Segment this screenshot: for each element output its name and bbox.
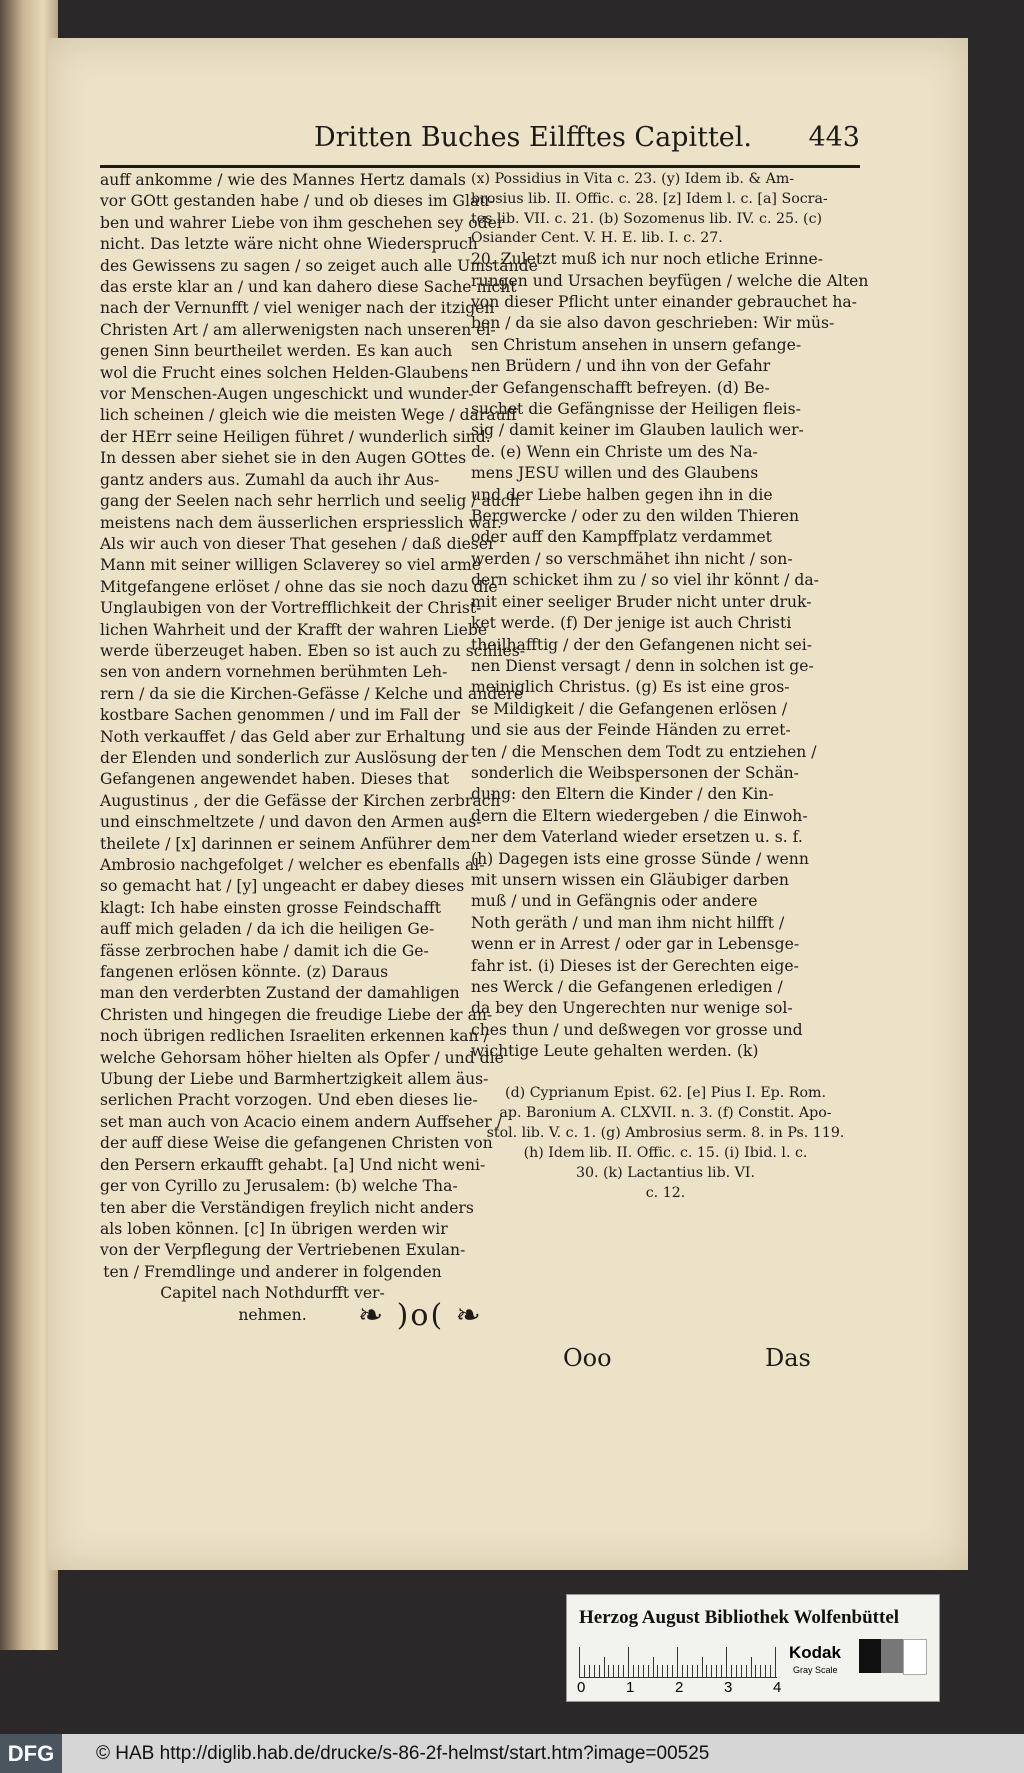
ruler-tick (721, 1665, 722, 1677)
text-line: ner dem Vaterland wieder ersetzen u. s. f. (471, 828, 803, 847)
text-line: Bergwercke / oder zu den wilden Thieren (471, 507, 800, 526)
text-line: set man auch von Acacio einem andern Auffseher / (100, 1112, 502, 1131)
text-line: stol. lib. V. c. 1. (g) Ambrosius serm. 8. in Ps. 119. (486, 1124, 845, 1141)
gray-swatch-white (903, 1639, 927, 1675)
running-title: Dritten Buches Eilfftes Capittel. (314, 122, 752, 153)
text-line: meistens nach dem äusserlichen erspriesslich war. (100, 513, 502, 532)
text-line: ten aber die Verständigen freylich nicht anders (100, 1198, 474, 1217)
page-header (100, 122, 860, 162)
ruler-tick (682, 1665, 683, 1677)
ruler-tick (692, 1665, 693, 1677)
ruler-tick (643, 1665, 644, 1677)
text-line: vor GOtt gestanden habe / und ob dieses im Glau- (100, 192, 495, 211)
text-line: brosius lib. II. Offic. c. 28. [z] Idem l. c. [a] Socra- (471, 190, 828, 207)
text-line: theilete / [x] darinnen er seinem Anführer dem (100, 834, 471, 853)
text-line: ap. Baronium A. CLXVII. n. 3. (f) Constit. Apo- (499, 1104, 832, 1121)
ruler-tick (702, 1657, 703, 1677)
text-line: dern schicket ihm zu / so viel ihr könnt / da- (471, 571, 819, 590)
text-line: ten / Fremdlinge und anderer in folgenden (103, 1262, 442, 1281)
ruler-tick (741, 1665, 742, 1677)
text-line: (x) Possidius in Vita c. 23. (y) Idem ib. & Am- (471, 171, 795, 187)
ruler-tick (584, 1665, 585, 1677)
text-line: ben / da sie also davon geschrieben: Wir müs- (471, 314, 835, 333)
text-line: rungen und Ursachen beyfügen / welche die Alten (471, 271, 869, 290)
text-line: nach der Vernunfft / viel weniger nach der itzigen (100, 299, 495, 318)
text-line: und einschmeltzete / und davon den Armen aus- (100, 813, 482, 832)
signature-mark: Ooo (563, 1344, 612, 1372)
text-line: nehmen. (238, 1305, 307, 1324)
text-line: suchet die Gefängnisse der Heiligen fleis- (471, 400, 801, 419)
text-line: kostbare Sachen genommen / und im Fall der (100, 706, 461, 725)
text-line: oder auff den Kampffplatz verdammet (471, 528, 772, 547)
text-line: lichen Wahrheit und der Krafft der wahren Liebe (100, 620, 488, 639)
text-line: nen Dienst versagt / denn in solchen ist ge- (471, 656, 814, 675)
ruler-number: 2 (675, 1679, 684, 1696)
text-line: Augustinus , der die Gefässe der Kirchen zerbrach (100, 791, 501, 810)
ruler-tick (653, 1657, 654, 1677)
ruler-tick (604, 1657, 605, 1677)
text-line: se Mildigkeit / die Gefangenen erlösen / (471, 699, 788, 718)
ruler-tick (751, 1657, 752, 1677)
text-line: und sie aus der Feinde Händen zu erret- (471, 721, 791, 740)
text-line: gantz anders aus. Zumahl da auch ihr Aus- (100, 470, 440, 489)
text-line: der Elenden und sonderlich zur Auslösung der (100, 748, 469, 767)
text-line: sonderlich die Weibspersonen der Schän- (471, 763, 799, 782)
text-line: Ambrosio nachgefolget / welcher es ebenfalls al- (100, 856, 485, 874)
text-line: nes Werck / die Gefangenen erledigen / (471, 978, 783, 996)
text-line: werden / so verschmähet ihn nicht / son- (471, 549, 793, 568)
right-column (471, 170, 869, 1203)
text-line: Noth verkauffet / das Geld aber zur Erhaltung (100, 727, 466, 746)
text-line: von der Verpflegung der Vertriebenen Exulan- (100, 1241, 466, 1260)
text-line: meiniglich Christus. (g) Es ist eine gros- (471, 678, 790, 697)
ruler-number: 4 (773, 1679, 782, 1696)
text-line: lich scheinen / gleich wie die meisten Wege / darauff (100, 406, 517, 425)
right-column-footnotes (471, 1083, 860, 1203)
ruler-tick (579, 1647, 580, 1677)
text-line: fangenen erlösen könnte. (z) Daraus (100, 963, 389, 982)
viewer-footer (0, 1734, 1024, 1773)
ruler-tick (736, 1665, 737, 1677)
text-line: 30. (k) Lactantius lib. VI. (575, 1164, 756, 1181)
text-line: wichtige Leute gehalten werden. (k) (471, 1042, 759, 1061)
text-line: mens JESU willen und des Glaubens (471, 464, 759, 483)
text-line: dern die Eltern wiedergeben / die Einwoh- (471, 806, 808, 825)
text-line: Osiander Cent. V. H. E. lib. I. c. 27. (471, 230, 723, 247)
text-line: auff ankomme / wie des Mannes Hertz damals (100, 171, 466, 189)
text-line: Als wir auch von dieser That gesehen / daß dieser (100, 534, 496, 553)
text-line: der HErr seine Heiligen führet / wunderlich sind. (100, 427, 491, 446)
right-column-notes (471, 170, 860, 249)
text-line: ches thun / und deßwegen vor grosse und (471, 1020, 803, 1039)
ruler-tick (623, 1665, 624, 1677)
text-line: Noth geräth / und man ihm nicht hilfft / (471, 913, 785, 932)
text-line: vor Menschen-Augen ungeschickt und wunder- (100, 385, 474, 404)
text-line: serlichen Pracht vorzogen. Und eben dieses lie- (100, 1091, 478, 1110)
text-line: klagt: Ich habe einsten grosse Feindschafft (100, 898, 441, 917)
text-line: Christen und hingegen die freudige Liebe der an- (100, 1005, 493, 1024)
text-line: werde überzeuget haben. Eben so ist auch zu schlies- (100, 641, 526, 660)
ruler-tick (716, 1665, 717, 1677)
ruler-tick (633, 1665, 634, 1677)
text-line: muß / und in Gefängnis oder andere (471, 892, 758, 911)
text-line: wenn er in Arrest / oder gar in Lebensge- (471, 935, 800, 954)
text-line: c. 12. (645, 1184, 686, 1201)
ruler-tick (697, 1665, 698, 1677)
text-line: (h) Dagegen ists eine grosse Sünde / wenn (471, 849, 809, 868)
text-line: ger von Cyrillo zu Jerusalem: (b) welche Tha- (100, 1177, 458, 1196)
page-number: 443 (808, 122, 860, 153)
ruler-tick (687, 1665, 688, 1677)
ruler-tick (657, 1665, 658, 1677)
ruler-tick (677, 1647, 678, 1677)
text-line: man den verderbten Zustand der damahligen (100, 984, 460, 1003)
text-line: 20. Zuletzt muß ich nur noch etliche Erinne- (471, 250, 823, 269)
text-line: gang der Seelen nach sehr herrlich und seelig / auch (100, 492, 520, 511)
ruler-tick (618, 1665, 619, 1677)
text-line: fässe zerbrochen habe / damit ich die Ge- (100, 941, 429, 960)
text-line: genen Sinn beurtheilet werden. Es kan auch (100, 342, 453, 361)
library-name: Herzog August Bibliothek Wolfenbüttel (579, 1607, 900, 1628)
archive-scale-label (566, 1594, 940, 1702)
ruler-tick (608, 1665, 609, 1677)
ruler-tick (638, 1665, 639, 1677)
text-line: de. (e) Wenn ein Christe um des Na- (471, 442, 758, 461)
book-page (48, 38, 968, 1570)
text-line: noch übrigen redlichen Israeliten erkennen kan / (100, 1027, 489, 1046)
ornament-fleuron: ❧ )o( ❧ (358, 1298, 483, 1333)
text-line: Ubung der Liebe und Barmhertzigkeit allem äus- (100, 1070, 489, 1089)
text-line: Christen Art / am allerwenigsten nach unseren ei- (100, 320, 496, 339)
credit-link[interactable]: © HAB http://diglib.hab.de/drucke/s-86-2f-helmst/start.htm?image=00525 (96, 1743, 710, 1764)
text-line: Mitgefangene erlöset / ohne das sie noch dazu die (100, 577, 498, 596)
ruler-tick (760, 1665, 761, 1677)
text-line: Unglaubigen von der Vortrefflichkeit der Christ- (100, 599, 482, 618)
ruler-tick (706, 1665, 707, 1677)
ruler-tick (599, 1665, 600, 1677)
text-line: rern / da sie die Kirchen-Gefässe / Kelche und andere (100, 684, 524, 703)
ruler-tick (628, 1647, 629, 1677)
text-line: der Gefangenschafft befreyen. (d) Be- (471, 378, 770, 397)
text-line: sen von andern vornehmen berühmten Leh- (100, 663, 448, 682)
text-line: wol die Frucht eines solchen Helden-Glaubens (100, 363, 469, 382)
text-line: des Gewissens zu sagen / so zeiget auch alle Umstände (100, 256, 538, 275)
text-line: so gemacht hat / [y] ungeacht er dabey dieses (100, 877, 465, 896)
text-line: fahr ist. (i) Dieses ist der Gerechten eige- (471, 956, 799, 975)
text-line: Mann mit seiner willigen Sclaverey so viel arme (100, 556, 481, 575)
text-line: ten / die Menschen dem Todt zu entziehen / (471, 742, 817, 761)
text-line: von dieser Pflicht unter einander gebrauchet ha- (471, 293, 857, 311)
text-line: nen Brüdern / und ihn von der Gefahr (471, 357, 771, 376)
ruler-tick (662, 1665, 663, 1677)
catchword: Das (765, 1344, 811, 1372)
ruler-tick (667, 1665, 668, 1677)
text-line: der auff diese Weise die gefangenen Christen von (100, 1134, 493, 1153)
kodak-brand: Kodak (789, 1643, 841, 1662)
ruler-tick (765, 1665, 766, 1677)
text-line: dung: den Eltern die Kinder / den Kin- (471, 785, 774, 804)
text-line: (h) Idem lib. II. Offic. c. 15. (i) Ibid. l. c. (523, 1144, 808, 1161)
ruler-tick (726, 1647, 727, 1677)
text-line: nicht. Das letzte wäre nicht ohne Wiederspruch (100, 235, 478, 254)
ruler-tick (613, 1665, 614, 1677)
ruler-number: 1 (626, 1679, 635, 1696)
text-line: sig / damit keiner im Glauben laulich wer- (471, 421, 804, 440)
text-line: theilhafftig / der den Gefangenen nicht sei- (471, 635, 812, 654)
text-line: als loben können. [c] In übrigen werden wir (100, 1219, 448, 1238)
ruler-tick (648, 1665, 649, 1677)
right-column-body (471, 249, 869, 1062)
left-column (100, 170, 538, 1326)
ruler-tick (770, 1665, 771, 1677)
ruler-tick (731, 1665, 732, 1677)
ruler-number: 0 (577, 1679, 586, 1696)
ruler-number: 3 (724, 1679, 733, 1696)
text-line: mit einer seeliger Bruder nicht unter druk- (471, 592, 812, 611)
gray-swatch-black (859, 1639, 881, 1673)
text-line: Gefangenen angewendet haben. Dieses that (100, 770, 450, 789)
text-line: ket werde. (f) Der jenige ist auch Christi (471, 614, 792, 633)
ruler-tick (775, 1647, 776, 1677)
ruler-tick (672, 1665, 673, 1677)
text-line: da bey den Ungerechten nur wenige sol- (471, 999, 793, 1018)
text-line: tes lib. VII. c. 21. (b) Sozomenus lib. IV. c. 25. (c) (471, 210, 823, 227)
text-line: (d) Cyprianum Epist. 62. [e] Pius I. Ep. Rom. (505, 1084, 826, 1101)
text-line: welche Gehorsam höher hielten als Opfer / und die (100, 1048, 504, 1067)
ruler-tick (755, 1665, 756, 1677)
text-line: das erste klar an / und kan dahero diese Sache nicht (100, 278, 517, 297)
text-line: den Persern erkaufft gehabt. [a] Und nicht weni- (100, 1155, 486, 1174)
text-line: Capitel nach Nothdurfft ver- (160, 1284, 385, 1303)
ruler-tick (746, 1665, 747, 1677)
text-line: sen Christum ansehen in unsern gefange- (471, 335, 802, 354)
dfg-logo: DFG (0, 1734, 62, 1773)
ruler-tick (589, 1665, 590, 1677)
gray-swatch-mid (881, 1639, 903, 1673)
ruler-tick (594, 1665, 595, 1677)
ruler-tick (711, 1665, 712, 1677)
header-rule (100, 165, 860, 168)
ruler-scale (579, 1637, 777, 1678)
text-line: In dessen aber siehet sie in den Augen GOttes (100, 449, 467, 468)
text-line: mit unsern wissen ein Gläubiger darben (471, 870, 789, 889)
text-line: ben und wahrer Liebe von ihm geschehen sey oder (100, 213, 505, 232)
text-line: und der Liebe halben gegen ihn in die (471, 485, 773, 504)
gray-scale-label: Gray Scale (793, 1665, 838, 1675)
text-line: auff mich geladen / da ich die heiligen Ge- (100, 920, 435, 939)
